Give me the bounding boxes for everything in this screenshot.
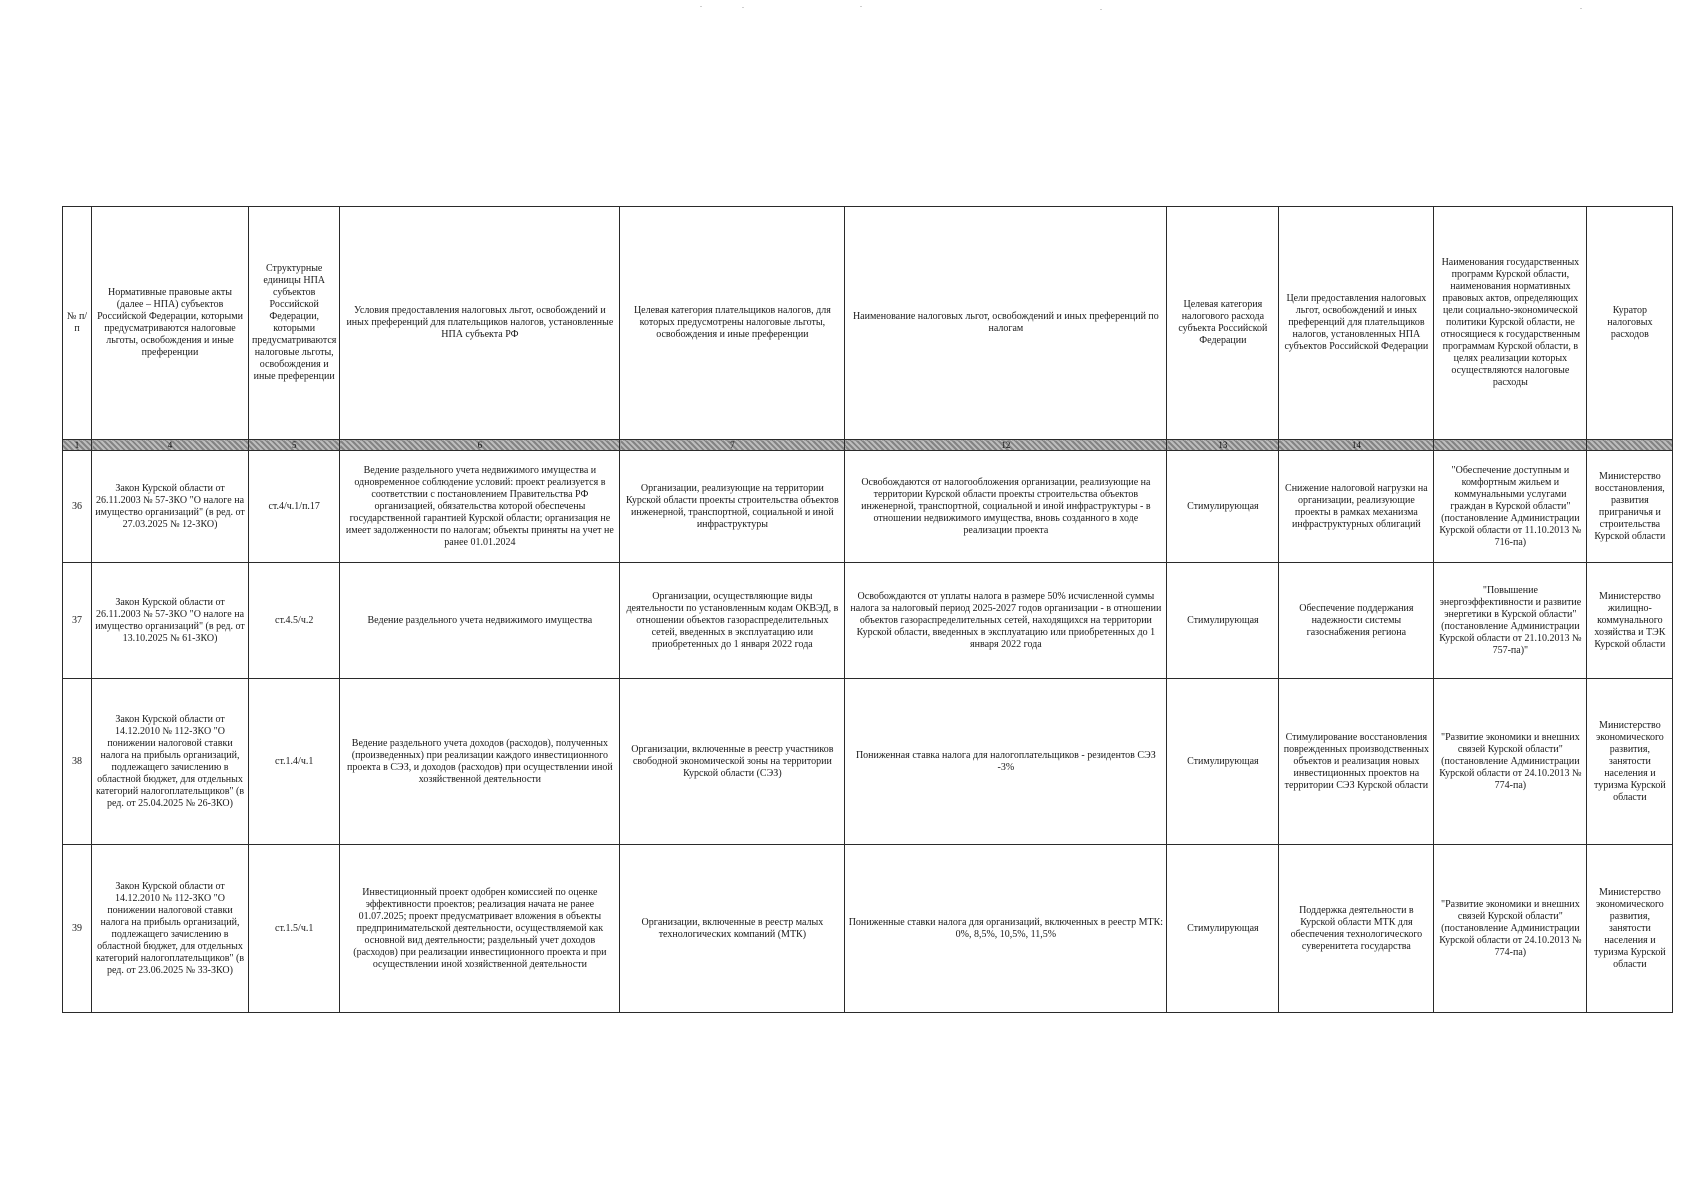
header-row	[63, 207, 1673, 440]
target-category-cell: Стимулирующая	[1167, 563, 1279, 679]
column-number	[1434, 440, 1587, 451]
row-number: 37	[63, 563, 92, 679]
header-cell-target-category: Целевая категория налогового расхода субъекта Российской Федерации	[1167, 207, 1279, 440]
column-number: 4	[92, 440, 249, 451]
structural-unit-cell: ст.4/ч.1/п.17	[249, 451, 340, 563]
conditions-cell: Ведение раздельного учета недвижимого имущества	[340, 563, 620, 679]
target-payers-cell: Организации, включенные в реестр участников свободной экономической зоны на территории Курской области (СЭЗ)	[620, 679, 845, 845]
table-row	[63, 679, 1673, 845]
header-cell-conditions: Условия предоставления налоговых льгот, освобождений и иных преференций для плательщиков налогов, установленные НПА субъекта РФ	[340, 207, 620, 440]
benefit-name-cell: Освобождаются от уплаты налога в размере 50% исчисленной суммы налога за налоговый период 2025-2027 годов организации - в отношении объектов газораспределительных сетей, находящихся на территории Курской области, введенных в эксплуатацию или приобретенных до 1 января 2022 года	[845, 563, 1167, 679]
column-number: 12	[845, 440, 1167, 451]
target-category-cell: Стимулирующая	[1167, 679, 1279, 845]
goals-cell: Стимулирование восстановления поврежденных производственных объектов и реализация новых инвестиционных проектов на территории СЭЗ Курской области	[1279, 679, 1434, 845]
conditions-cell: Ведение раздельного учета недвижимого имущества и одновременное соблюдение условий: проект реализуется в соответствии с постановлением Правительства РФ организацией, обязательства которой обеспечены государственной гарантией Курской области; организация не имеет задолженности по налогам; объекты приняты на учет не ранее 01.01.2024	[340, 451, 620, 563]
state-program-cell: "Повышение энергоэффективности и развитие энергетики в Курской области" (постановление Администрации Курской области от 21.10.2013 № 757-па)"	[1434, 563, 1587, 679]
row-number: 38	[63, 679, 92, 845]
header-cell-structural-units: Структурные единицы НПА субъектов Российской Федерации, которыми предусматриваются налоговые льготы, освобождения и иные преференции	[249, 207, 340, 440]
column-number: 7	[620, 440, 845, 451]
header-cell-curator: Куратор налоговых расходов	[1587, 207, 1673, 440]
header-cell-npa: Нормативные правовые акты (далее – НПА) субъектов Российской Федерации, которыми предусматриваются налоговые льготы, освобождения и иные преференции	[92, 207, 249, 440]
conditions-cell: Ведение раздельного учета доходов (расходов), полученных (произведенных) при реализации каждого инвестиционного проекта в СЭЗ, и доходов (расходов) при осуществлении иной хозяйственной деятельности	[340, 679, 620, 845]
goals-cell: Поддержка деятельности в Курской области МТК для обеспечения технологического суверенитета государства	[1279, 845, 1434, 1013]
header-cell-state-programs: Наименования государственных программ Курской области, наименования нормативных правовых актов, определяющих цели социально-экономической политики Курской области, не относящиеся к государственным программам Курской области, в целях реализации которых осуществляются налоговые расходы	[1434, 207, 1587, 440]
structural-unit-cell: ст.1.4/ч.1	[249, 679, 340, 845]
row-number: 36	[63, 451, 92, 563]
conditions-cell: Инвестиционный проект одобрен комиссией по оценке эффективности проектов; реализация начата не ранее 01.07.2025; проект предусматривает вложения в объекты предпринимательской деятельности, осуществляемой как основной вид деятельности; раздельный учет доходов (расходов) при реализации инвестиционного проекта и при осуществлении иной хозяйственной деятельности	[340, 845, 620, 1013]
curator-cell: Министерство экономического развития, занятости населения и туризма Курской области	[1587, 679, 1673, 845]
curator-cell: Министерство восстановления, развития приграничья и строительства Курской области	[1587, 451, 1673, 563]
header-cell-target-payers: Целевая категория плательщиков налогов, для которых предусмотрены налоговые льготы, освобождения и иные преференции	[620, 207, 845, 440]
npa-cell: Закон Курской области от 14.12.2010 № 112-ЗКО "О понижении налоговой ставки налога на прибыль организаций, подлежащего зачислению в областной бюджет, для отдельных категорий налогоплательщиков" (в ред. от 23.06.2025 № 33-ЗКО)	[92, 845, 249, 1013]
structural-unit-cell: ст.1.5/ч.1	[249, 845, 340, 1013]
column-number: 1	[63, 440, 92, 451]
state-program-cell: "Развитие экономики и внешних связей Курской области" (постановление Администрации Курской области от 24.10.2013 № 774-па)	[1434, 679, 1587, 845]
table-row	[63, 563, 1673, 679]
npa-cell: Закон Курской области от 14.12.2010 № 112-ЗКО "О понижении налоговой ставки налога на прибыль организаций, подлежащего зачислению в областной бюджет, для отдельных категорий налогоплательщиков" (в ред. от 25.04.2025 № 26-ЗКО)	[92, 679, 249, 845]
header-cell-number: № п/п	[63, 207, 92, 440]
column-number: 5	[249, 440, 340, 451]
goals-cell: Снижение налоговой нагрузки на организации, реализующие проекты в рамках механизма инфраструктурных облигаций	[1279, 451, 1434, 563]
header-cell-benefit-name: Наименование налоговых льгот, освобождений и иных преференций по налогам	[845, 207, 1167, 440]
target-payers-cell: Организации, реализующие на территории Курской области проекты строительства объектов инженерной, транспортной, социальной и иной инфраструктуры	[620, 451, 845, 563]
curator-cell: Министерство экономического развития, занятости населения и туризма Курской области	[1587, 845, 1673, 1013]
target-category-cell: Стимулирующая	[1167, 451, 1279, 563]
structural-unit-cell: ст.4.5/ч.2	[249, 563, 340, 679]
column-number: 14	[1279, 440, 1434, 451]
column-number	[1587, 440, 1673, 451]
column-number: 6	[340, 440, 620, 451]
target-payers-cell: Организации, осуществляющие виды деятельности по установленным кодам ОКВЭД, в отношении объектов газораспределительных сетей, введенных в эксплуатацию или приобретенных до 1 января 2022 года	[620, 563, 845, 679]
target-payers-cell: Организации, включенные в реестр малых технологических компаний (МТК)	[620, 845, 845, 1013]
scanned-table-region	[62, 206, 1673, 1013]
state-program-cell: "Развитие экономики и внешних связей Курской области" (постановление Администрации Курской области от 24.10.2013 № 774-па)	[1434, 845, 1587, 1013]
benefit-name-cell: Пониженная ставка налога для налогоплательщиков - резидентов СЭЗ -3%	[845, 679, 1167, 845]
curator-cell: Министерство жилищно-коммунального хозяйства и ТЭК Курской области	[1587, 563, 1673, 679]
header-cell-goals: Цели предоставления налоговых льгот, освобождений и иных преференций для плательщиков налогов, установленных НПА субъектов Российской Федерации	[1279, 207, 1434, 440]
table-row	[63, 845, 1673, 1013]
npa-cell: Закон Курской области от 26.11.2003 № 57-ЗКО "О налоге на имущество организаций" (в ред. от 13.10.2025 № 61-ЗКО)	[92, 563, 249, 679]
column-number-row	[63, 440, 1673, 451]
benefit-name-cell: Пониженные ставки налога для организаций, включенных в реестр МТК: 0%, 8,5%, 10,5%, 11,5%	[845, 845, 1167, 1013]
npa-cell: Закон Курской области от 26.11.2003 № 57-ЗКО "О налоге на имущество организаций" (в ред. от 27.03.2025 № 12-ЗКО)	[92, 451, 249, 563]
target-category-cell: Стимулирующая	[1167, 845, 1279, 1013]
table-row	[63, 451, 1673, 563]
state-program-cell: "Обеспечение доступным и комфортным жильем и коммунальными услугами граждан в Курской области" (постановление Администрации Курской области от 11.10.2013 № 716-па)	[1434, 451, 1587, 563]
row-number: 39	[63, 845, 92, 1013]
goals-cell: Обеспечение поддержания надежности системы газоснабжения региона	[1279, 563, 1434, 679]
tax-expenditures-table	[62, 206, 1673, 1013]
column-number: 13	[1167, 440, 1279, 451]
benefit-name-cell: Освобождаются от налогообложения организации, реализующие на территории Курской области проекты строительства объектов инженерной, транспортной, социальной и иной инфраструктуры - в отношении недвижимого имущества, вновь созданного в ходе реализации проекта	[845, 451, 1167, 563]
